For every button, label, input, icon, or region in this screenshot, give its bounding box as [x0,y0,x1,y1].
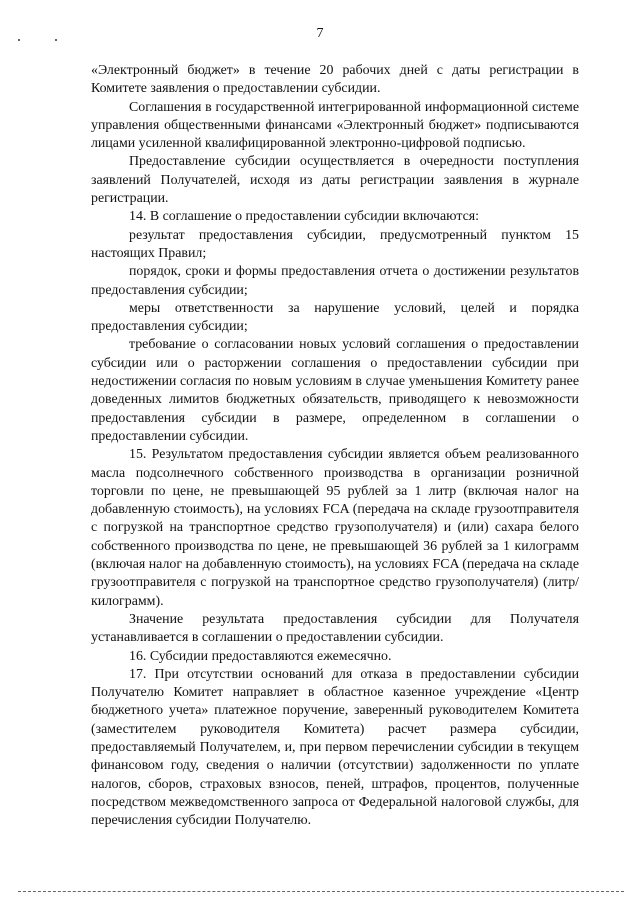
paragraph-15: 15. Результатом предоставления субсидии является объем реализованного масла подсолнечного собственного производства в организации розничной торговли по цене, не превышающей 95 рублей за 1 литр (включая налог на добавленную стоимость), на условиях FCA (передача на складе грузоотправителя с погрузкой на транспортное средство грузополучателя) и (или) сахара белого собственного производства по цене, не превышающей 36 рублей за 1 килограмм (включая налог на добавленную стоимость), на условиях FCA (передача на складе грузоотправителя с погрузкой на транспортное средство грузополучателя) (литр/килограмм). [91,447,579,609]
paragraph-agreement-signing: Соглашения в государственной интегрированной информационной системе управления общественными финансами «Электронный бюджет» подписываются лицами усиленной квалифицированной электронно-цифровой подписью. [91,99,579,152]
paragraph-17: 17. При отсутствии оснований для отказа в предоставлении субсидии Получателю Комитет направляет в областное казенное учреждение «Центр бюджетного учета» платежное поручение, заверенный руководителем Комитета (заместителем руководителя Комитета) расчет размера субсидии, предоставляемый Получателем, и, при первом перечислении субсидии в текущем финансовом году, сведения о наличии (отсутствии) задолженности по уплате налогов, сборов, страховых взносов, пеней, штрафов, процентов, полученные посредством межведомственного запроса от Федеральной налоговой службы, для перечисления субсидии Получателю. [91,666,579,829]
paragraph-order-of-provision: Предоставление субсидии осуществляется в очередности поступления заявлений Получателей, исходя из даты регистрации заявления в журнале регистрации. [91,154,579,207]
scan-speck [18,39,20,41]
paragraph-16: 16. Субсидии предоставляются ежемесячно. [129,648,392,664]
paragraph-14-heading: 14. В соглашение о предоставлении субсидии включаются: [129,209,479,225]
list-item-requirement: требование о согласовании новых условий соглашения о предоставлении субсидии или о расторжении соглашения о предоставлении субсидии при недостижении согласия по новым условиям в случае уменьшения Комитету ранее доведенных лимитов бюджетных обязательств, приводящего к невозможности предоставления субсидии в размере, определенном в соглашении о предоставлении субсидии. [91,337,579,444]
scan-edge-line [18,891,624,892]
document-body [91,62,579,830]
list-item-result: результат предоставления субсидии, предусмотренный пунктом 15 настоящих Правил; [91,227,579,261]
paragraph-result-value: Значение результата предоставления субсидии для Получателя устанавливается в соглашении о предоставлении субсидии. [91,611,579,646]
page-number: 7 [316,26,324,41]
paragraph-continuation: «Электронный бюджет» в течение 20 рабочих дней с даты регистрации в Комитете заявления о предоставлении субсидии. [91,63,579,97]
list-item-liability: меры ответственности за нарушение условий, целей и порядка предоставления субсидии; [91,300,579,335]
scan-speck [55,39,57,41]
list-item-reporting: порядок, сроки и формы предоставления отчета о достижении результатов предоставления субсидии; [91,264,579,298]
